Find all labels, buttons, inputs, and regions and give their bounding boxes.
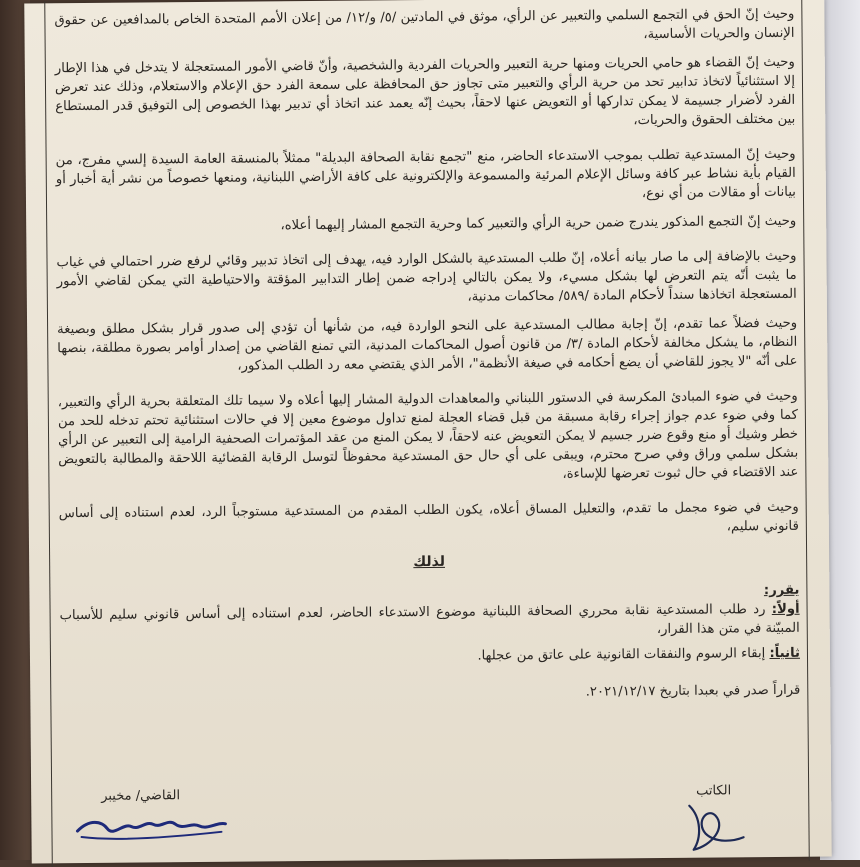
section-heading: لذلك <box>413 553 446 571</box>
ruling-number: أولاً: <box>771 601 800 618</box>
ruling-text: إبقاء الرسوم والنفقات القانونية على عاتق من عجلها. <box>477 646 766 664</box>
judge-signature <box>71 808 231 849</box>
paragraph-2: وحيث إنّ القضاء هو حامي الحريات ومنها حرية التعبير والحريات الفردية والشخصية، وأنّ قاضي الأمور المستعجلة لا يتدخل في هذا الإطار إلا استثنائياً لاتخاذ تدابير تحد من حرية الرأي والتعبير متى تجاوز حق المحافظة على سمعة الفرد حق الإعلام والاستعلام، وذلك عند تعرض الفرد لأضرار جسيمة لا يمكن تداركها أو التعويض عنها لاحقاً، بحيث إنّه يعمد عند اتخاذ أي تدبير بهذا الخصوص إلى التوفيق قدر المستطاع بين مختلف الحقوق والحريات، <box>54 54 796 129</box>
paragraph-8: وحيث في ضوء مجمل ما تقدم، والتعليل المساق أعلاه، يكون الطلب المقدم من المستدعية مستوجباً الرد، لعدم استناده إلى أساس قانوني سليم، <box>58 499 799 535</box>
ruling-intro: يقرر: <box>763 582 800 599</box>
ruling-item-2 <box>60 644 800 669</box>
paragraph-4: وحيث إنّ التجمع المذكور يندرج ضمن حرية الرأي والتعبير كما وحرية التجمع المشار إليهما أعلاه، <box>280 213 797 234</box>
clerk-label: الكاتب <box>695 783 732 799</box>
ruling-item-1 <box>60 600 800 644</box>
issue-date-line: قراراً صدر في بعبدا بتاريخ ٢٠٢١/١٢/١٧. <box>585 682 801 700</box>
paragraph-5: وحيث بالإضافة إلى ما صار بيانه أعلاه، إنّ طلب المستدعية بالشكل الوارد فيه، يهدف إلى اتخاذ تدبير وقائي لرفع ضرر احتمالي في غياب ما يثبت أنّه يتم التعرض لها بشكل مسيء، ولا يمكن بالتالي إدراجه ضمن إطار التدابير المؤقتة والاحتياطية التي يمكن لقاضي الأمور المستعجلة اتخاذها سنداً لأحكام المادة /٥٨٩/ محاكمات مدنية، <box>56 248 797 305</box>
document-page <box>24 0 831 863</box>
document-body <box>54 5 800 706</box>
ruling-number: ثانياً: <box>769 645 801 662</box>
judge-label: القاضي/ مخيبر <box>101 788 181 804</box>
paragraph-6: وحيث فضلاً عما تقدم، إنّ إجابة مطالب المستدعية على النحو الواردة فيه، من شأنها أن تؤدي إلى صدور قرار بشكل مطلق وبصيغة النظام، ما يشكل مخالفة لأحكام المادة /٣/ من قانون أصول المحاكمات المدنية، التي تمنع القاضي من إصدار أوامر بصورة مطلقة، بنصها على أنّه "لا يجوز للقاضي أن يضع أحكامه في صيغة الأنظمة"، الأمر الذي يقتضي معه رد الطلب المذكور، <box>57 315 798 374</box>
paragraph-1: وحيث إنّ الحق في التجمع السلمي والتعبير عن الرأي، موثق في المادتين /٥/ و/١٢/ من إعلان الأمم المتحدة الخاص بالمدافعين عن حقوق الإنسان والحريات الأساسية، <box>54 6 795 43</box>
ruling-text: رد طلب المستدعية نقابة محرري الصحافة اللبنانية موضوع الاستدعاء الحاضر، لعدم استناده إلى أساس قانوني سليم للأسباب المبيّنة في متن هذا القرار، <box>59 602 800 638</box>
paragraph-7: وحيث في ضوء المبادئ المكرسة في الدستور اللبناني والمعاهدات الدولية المشار إليها أعلاه ولا سيما تلك المتعلقة بحرية الرأي والتعبير، كما وفي ضوء عدم جواز إجراء رقابة مسبقة من قبل قضاء العجلة لمنع تداول موضوع معين إلا في حالات استثنائية تحتم تدخله للحد من خطر وشيك أو منع وقوع ضرر جسيم لا يمكن التعويض عنه لاحقاً، لا يمكن المنع من عقد المؤتمرات الصحفية الرامية إلى التعبير عن الرأي بشكل سلمي وراق وفي صرح محترم، ويبقى على أي حال حق المستدعية محفوظاً لتوسل الرقابة القضائية اللاحقة والمطالبة بالتعويض عند الاقتضاء في حال ثبوت تعرضها للإساءة، <box>57 388 799 482</box>
paragraph-3: وحيث إنّ المستدعية تطلب بموجب الاستدعاء الحاضر، منع "تجمع نقابة الصحافة البديلة" ممثلاً بالمنسقة العامة السيدة إلسي مفرج، من القيام بأية نشاط عبر كافة وسائل الإعلام المرئية والمسموعة والإلكترونية على كافة الأراضي اللبنانية، ومنعها خصوصاً من نشر أية أخبار أو بيانات أو مقالات من أي نوع، <box>55 146 797 202</box>
clerk-signature <box>671 797 751 854</box>
